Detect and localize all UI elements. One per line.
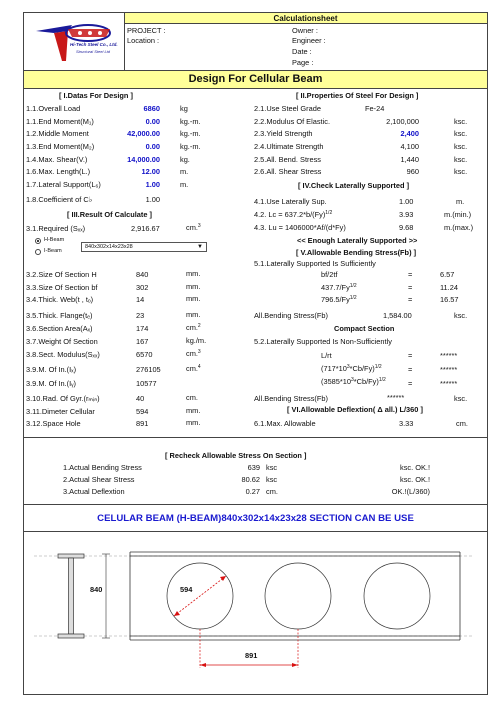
date-label: Date :	[292, 47, 312, 56]
allow-r3-eq: =	[408, 295, 413, 304]
steel-row-value: 1,440	[400, 155, 419, 164]
result-row-unit: cm.$^3$	[186, 349, 201, 358]
recheck-row-unit: cm.	[266, 487, 278, 496]
engineer-label: Engineer :	[292, 36, 326, 45]
design-row-label: 1.3.End Moment(M₂)	[26, 142, 95, 151]
section-select-value: 840x302x14x23x28	[85, 244, 133, 250]
steel-row-value: 2,100,000	[386, 117, 419, 126]
allow-r2-label: $437.7/Fy^{1/2}$	[321, 283, 357, 292]
h-beam-label: H-Beam	[44, 237, 65, 243]
result-row-unit: cm.$^4$	[186, 364, 201, 373]
result-row-unit: mm.	[186, 269, 201, 278]
allow-fb2-label: All.Bending Stress(Fb)	[254, 394, 328, 403]
steel-row-unit: ksc.	[454, 142, 468, 151]
recheck-heading: [ Recheck Allowable Stress On Section ]	[165, 451, 307, 460]
lateral-r1-value: 1.00	[399, 197, 414, 206]
design-row-unit: kg.-m.	[180, 142, 201, 151]
design-row-unit: kg.	[180, 155, 190, 164]
recheck-row-value: 639	[247, 463, 260, 472]
steel-row-unit: ksc.	[454, 155, 468, 164]
result-row-label: 3.7.Weight Of Section	[26, 337, 98, 346]
height-dimension: 840	[90, 585, 103, 594]
steel-row-label: 2.6.All. Shear Stress	[254, 167, 322, 176]
design-row-unit: m.	[180, 180, 189, 189]
steel-row-label: 2.2.Modulus Of Elastic.	[254, 117, 330, 126]
design-row-value: 0.00	[145, 142, 160, 151]
result-heading: [ III.Result Of Calculate ]	[67, 210, 153, 219]
page-label: Page :	[292, 58, 314, 67]
steel-row-value: 4,100	[400, 142, 419, 151]
result-row-label: 3.12.Space Hole	[26, 419, 81, 428]
result-row-value: 23	[136, 311, 145, 320]
steel-props-heading: [ II.Properties Of Steel For Design ]	[296, 91, 419, 100]
design-row-unit: kg.-m.	[180, 117, 201, 126]
result-row-value: 891	[136, 419, 149, 428]
allow-fb1-value: 1,584.00	[383, 311, 412, 320]
result-row-label: 3.5.Thick. Flange(tₑ)	[26, 311, 93, 320]
recheck-row-label: 2.Actual Shear Stress	[63, 475, 135, 484]
allow-n2-label: $(717*10^3*Cb/Fy)^{1/2}$	[321, 364, 382, 373]
allowable-s51: 5.1.Laterally Supported Is Sufficiently	[254, 259, 376, 268]
result-row-label: 3.9.M. Of In.(Iₓ)	[26, 365, 77, 374]
page-title: Design For Cellular Beam	[188, 73, 323, 85]
required-value: 2,916.67	[131, 224, 160, 233]
allow-n1-eq: =	[408, 351, 413, 360]
steel-row-label: 2.5.All. Bend. Stress	[254, 155, 321, 164]
recheck-row-value: 80.62	[241, 475, 260, 484]
steel-row-unit: ksc.	[454, 129, 468, 138]
design-row-label: 1.4.Max. Shear(V.)	[26, 155, 88, 164]
allow-fb1-label: All.Bending Stress(Fb)	[254, 311, 328, 320]
result-row-label: 3.10.Rad. Of Gyr.(rₘᵢₙ)	[26, 394, 100, 403]
design-row-label: 1.6.Max. Length(L.)	[26, 167, 91, 176]
project-label: PROJECT :	[127, 26, 166, 35]
allow-fb1-unit: ksc.	[454, 311, 468, 320]
result-row-unit: cm.	[186, 393, 198, 402]
deflection-label: 6.1.Max. Allowable	[254, 419, 316, 428]
allow-fb2-unit: ksc.	[454, 394, 468, 403]
result-row-value: 40	[136, 394, 145, 403]
diameter-dimension: 594	[180, 585, 193, 594]
result-row-label: 3.3.Size Of Section bf	[26, 283, 98, 292]
result-row-label: 3.2.Size Of Section H	[26, 270, 97, 279]
deflection-unit: cm.	[456, 419, 468, 428]
design-row-unit: kg.-m.	[180, 129, 201, 138]
lateral-r1-label: 4.1.Use Laterally Sup.	[254, 197, 327, 206]
allow-r3-label: $796.5/Fy^{1/2}$	[321, 295, 357, 304]
design-row-value: 14,000.00	[127, 155, 160, 164]
result-row-value: 167	[136, 337, 149, 346]
allow-r1-label: bf/2tf	[321, 270, 338, 279]
allow-r2-value: 11.24	[440, 283, 458, 292]
result-row-value: 276105	[136, 365, 161, 374]
allow-r1-eq: =	[408, 270, 413, 279]
result-row-unit: mm.	[186, 294, 201, 303]
result-row-value: 594	[136, 407, 149, 416]
allow-n3-eq: =	[408, 379, 413, 388]
allow-n3-value: ******	[440, 379, 458, 388]
design-row-label: 1.2.Middle Moment	[26, 129, 89, 138]
design-row-value: 1.00	[145, 180, 160, 189]
allow-n1-label: L/rt	[321, 351, 332, 360]
design-data-heading: [ I.Datas For Design ]	[59, 91, 133, 100]
allow-r2-eq: =	[408, 283, 413, 292]
result-row-unit: cm.$^2$	[186, 323, 201, 332]
steel-row-value: Fe-24	[365, 104, 385, 113]
design-row-unit: kg	[180, 104, 188, 113]
result-row-unit: mm.	[186, 310, 201, 319]
result-row-value: 10577	[136, 379, 157, 388]
required-unit: cm.$^3$	[186, 223, 201, 232]
steel-row-label: 2.1.Use Steel Grade	[254, 104, 321, 113]
compact-section: Compact Section	[334, 324, 395, 333]
recheck-row-status: ksc. OK.!	[400, 463, 430, 472]
design-row-label: 1.1.Overall Load	[26, 104, 81, 113]
design-row-value: 0.00	[145, 117, 160, 126]
result-row-value: 6570	[136, 350, 153, 359]
allow-n1-value: ******	[440, 351, 458, 360]
design-row-unit: m.	[180, 167, 189, 176]
allow-n2-eq: =	[408, 365, 413, 374]
chevron-down-icon[interactable]: ▼	[197, 244, 203, 250]
result-row-value: 302	[136, 283, 149, 292]
sheet-title: Calculationsheet	[273, 13, 338, 23]
result-row-unit: mm.	[186, 282, 201, 291]
result-row-value: 174	[136, 324, 149, 333]
required-label: 3.1.Required (Sₓₓ)	[26, 224, 86, 233]
lateral-r3-unit: m.(max.)	[444, 223, 474, 232]
allow-r3-value: 16.57	[440, 295, 459, 304]
recheck-row-label: 3.Actual Deflextion	[63, 487, 125, 496]
i-beam-radio[interactable]	[35, 249, 41, 255]
result-row-label: 3.8.Sect. Modulus(Sₓₓ)	[26, 350, 100, 359]
h-beam-radio[interactable]	[35, 238, 41, 244]
result-row-label: 3.6.Section Area(Aₓ)	[26, 324, 93, 333]
result-row-unit: mm.	[186, 418, 201, 427]
lateral-r2-label: 4.2. $Lc = 637.2*b/(Fy)^{1/2}$	[254, 210, 333, 219]
design-row-value: 1.00	[145, 195, 160, 204]
result-row-label: 3.4.Thick. Web(t , tₒ)	[26, 295, 94, 304]
recheck-row-unit: ksc	[266, 463, 278, 472]
steel-row-unit: ksc.	[454, 117, 468, 126]
design-row-label: 1.1.End Moment(M₁)	[26, 117, 94, 126]
lateral-r3-label: 4.3. Lu = 1406000*Af/(d*Fy)	[254, 223, 346, 232]
steel-row-label: 2.4.Ultimate Strength	[254, 142, 324, 151]
lateral-r3-value: 9.68	[399, 223, 414, 232]
logo-subtext: Structural Steel Ltd	[76, 49, 111, 54]
i-beam-label: I-Beam	[44, 248, 62, 254]
logo-text: Hi-Tech Steel Co., Ltd.	[70, 42, 118, 47]
recheck-row-value: 0.27	[245, 487, 260, 496]
lateral-heading: [ IV.Check Laterally Supported ]	[298, 181, 410, 190]
allow-r1-value: 6.57	[440, 270, 455, 279]
design-row-label: 1.7.Lateral Support(L₆)	[26, 180, 101, 189]
lateral-r2-unit: m.(min.)	[444, 210, 472, 219]
result-row-unit: mm.	[186, 406, 201, 415]
allow-fb2-value: ******	[387, 393, 405, 402]
result-row-value: 14	[136, 295, 145, 304]
design-row-value: 12.00	[141, 167, 160, 176]
company-logo	[32, 17, 120, 65]
result-row-label: 3.11.Dimeter Cellular	[26, 407, 95, 416]
conclusion-text: CELULAR BEAM (H-BEAM)840x302x14x23x28 SECTION CAN BE USE	[97, 513, 414, 524]
lateral-result: << Enough Laterally Supported >>	[297, 236, 418, 245]
spacing-dimension: 891	[245, 651, 258, 660]
steel-row-label: 2.3.Yield Strength	[254, 129, 313, 138]
steel-row-value: 2,400	[400, 129, 419, 138]
deflection-heading: [ VI.Allowable Deflextion( Δ all.) L/360 ]	[287, 405, 423, 414]
result-row-value: 840	[136, 270, 149, 279]
recheck-row-unit: ksc	[266, 475, 278, 484]
lateral-r2-value: 3.93	[399, 210, 414, 219]
allowable-heading: [ V.Allowable Bending Stress(Fb) ]	[296, 248, 417, 257]
design-row-value: 42,000.00	[127, 129, 160, 138]
allowable-s52: 5.2.Laterally Supported Is Non-Sufficiently	[254, 337, 392, 346]
owner-label: Owner :	[292, 26, 318, 35]
steel-row-unit: ksc.	[454, 167, 468, 176]
recheck-row-status: ksc. OK.!	[400, 475, 430, 484]
deflection-value: 3.33	[399, 419, 414, 428]
section-select[interactable]	[81, 242, 207, 252]
allow-n3-label: $(3585*10^3*Cb/Fy)^{1/2}$	[321, 377, 386, 386]
design-row-value: 6860	[143, 104, 160, 113]
allow-n2-value: ******	[440, 365, 458, 374]
result-row-label: 3.9.M. Of In.(Iᵧ)	[26, 379, 77, 388]
lateral-r1-unit: m.	[456, 197, 465, 206]
location-label: Location :	[127, 36, 160, 45]
recheck-row-label: 1.Actual Bending Stress	[63, 463, 142, 472]
result-row-unit: kg./m.	[186, 336, 207, 345]
recheck-row-status: OK.!(L/360)	[391, 487, 430, 496]
steel-row-value: 960	[406, 167, 419, 176]
design-row-label: 1.8.Coefficient of C♭	[26, 195, 93, 204]
cellular-beam-drawing	[24, 532, 487, 694]
